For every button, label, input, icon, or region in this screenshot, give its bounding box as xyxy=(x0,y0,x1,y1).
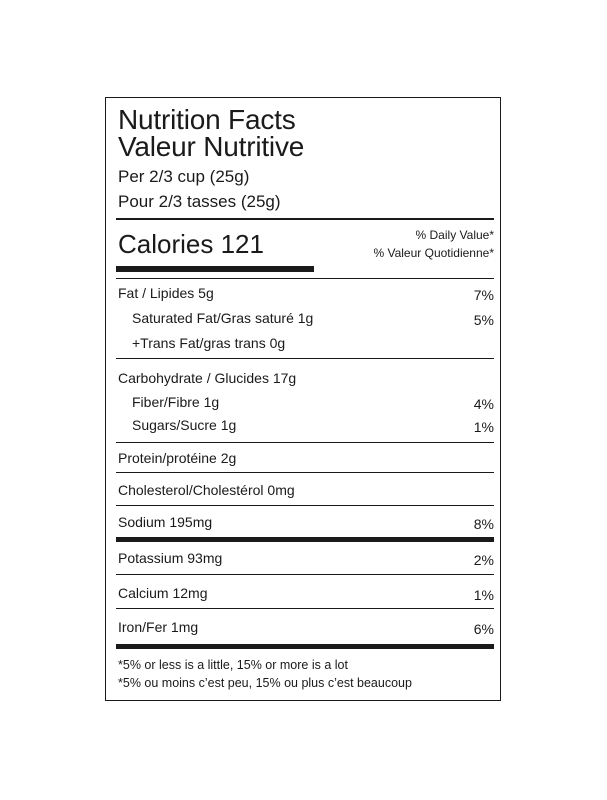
calcium-divider xyxy=(116,608,494,609)
title-english: Nutrition Facts xyxy=(118,104,296,135)
iron-thick-divider xyxy=(116,644,494,649)
serving-size-english: Per 2/3 cup (25g) xyxy=(118,167,250,186)
header-divider xyxy=(116,218,494,220)
trans-fat-label: +Trans Fat/gras trans 0g xyxy=(132,335,286,351)
sodium-daily-value: 8% xyxy=(473,516,494,532)
iron-label: Iron/Fer 1mg xyxy=(118,619,199,635)
protein-divider xyxy=(116,472,494,473)
calcium-daily-value: 1% xyxy=(473,587,494,603)
fiber-daily-value: 4% xyxy=(473,396,494,412)
sodium-thick-divider xyxy=(116,537,494,542)
footnote-english: *5% or less is a little, 15% or more is a lot xyxy=(118,658,348,672)
title-french: Valeur Nutritive xyxy=(118,131,305,162)
protein-label: Protein/protéine 2g xyxy=(118,450,237,466)
fat-label: Fat / Lipides 5g xyxy=(118,285,214,301)
sodium-label: Sodium 195mg xyxy=(118,514,213,530)
daily-value-header-english: % Daily Value* xyxy=(415,228,494,242)
iron-daily-value: 6% xyxy=(473,621,494,637)
cholesterol-divider xyxy=(116,505,494,506)
potassium-label: Potassium 93mg xyxy=(118,550,223,566)
serving-size-french: Pour 2/3 tasses (25g) xyxy=(118,192,281,211)
nutrition-facts-label xyxy=(105,97,501,701)
potassium-daily-value: 2% xyxy=(473,552,494,568)
calories-divider xyxy=(116,278,494,279)
calories-bar xyxy=(116,266,314,272)
cholesterol-label: Cholesterol/Cholestérol 0mg xyxy=(118,482,295,498)
daily-value-header-french: % Valeur Quotidienne* xyxy=(373,246,494,260)
calories-label: Calories 121 xyxy=(118,229,264,259)
sugars-label: Sugars/Sucre 1g xyxy=(132,417,237,433)
calcium-label: Calcium 12mg xyxy=(118,585,208,601)
saturated-fat-label: Saturated Fat/Gras saturé 1g xyxy=(132,310,314,326)
sugars-daily-value: 1% xyxy=(473,419,494,435)
footnote-french: *5% ou moins c’est peu, 15% ou plus c’est beaucoup xyxy=(118,676,412,690)
fat-divider xyxy=(116,358,494,359)
carbohydrate-label: Carbohydrate / Glucides 17g xyxy=(118,370,297,386)
fiber-label: Fiber/Fibre 1g xyxy=(132,394,220,410)
saturated-fat-daily-value: 5% xyxy=(473,312,494,328)
potassium-divider xyxy=(116,574,494,575)
carbohydrate-divider xyxy=(116,442,494,443)
fat-daily-value: 7% xyxy=(473,287,494,303)
